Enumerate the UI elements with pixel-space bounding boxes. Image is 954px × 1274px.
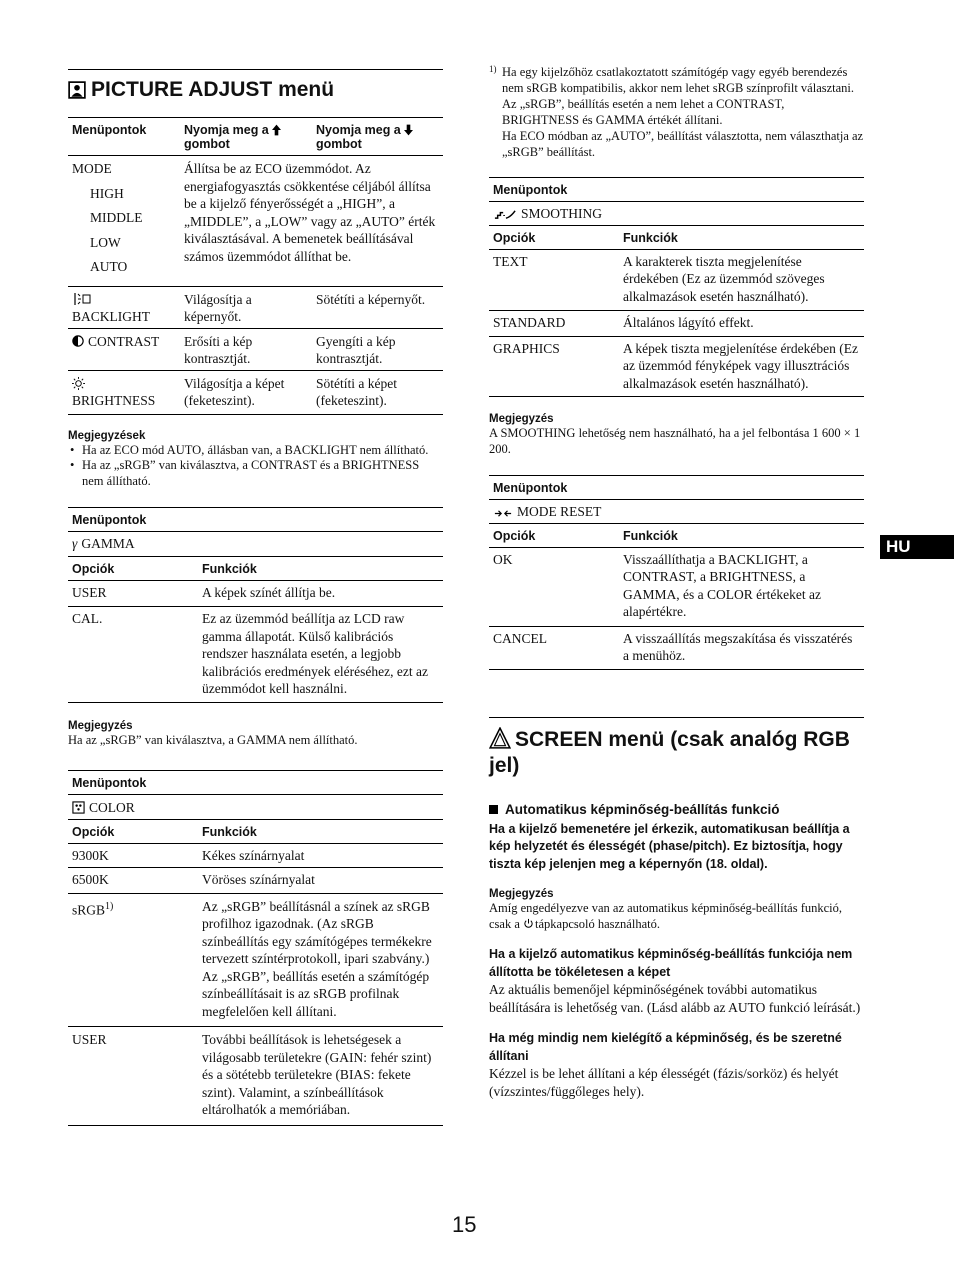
smoothing-table bbox=[489, 177, 864, 397]
table-row bbox=[68, 1027, 443, 1126]
smoothing-opt-text: TEXT bbox=[489, 249, 619, 311]
picture-adjust-title-text: PICTURE ADJUST menü bbox=[91, 78, 335, 101]
table-row bbox=[68, 893, 443, 1027]
gamma-icon: γ bbox=[72, 536, 78, 551]
footnote-line-1: Ha egy kijelzőhöz csatlakoztatott számítógép vagy egyéb berendezés nem sRGB kompatibilis, akkor nem lehet sRGB színprofilt választani. bbox=[502, 65, 855, 95]
col-header-down: Nyomja meg a gombot bbox=[312, 118, 443, 156]
smoothing-func-header: Funkciók bbox=[619, 225, 864, 249]
gamma-opt-user: USER bbox=[68, 580, 198, 607]
table-row bbox=[489, 547, 864, 626]
smoothing-item: SMOOTHING bbox=[521, 206, 602, 221]
reset-func-header: Funkciók bbox=[619, 523, 864, 547]
footnote bbox=[489, 64, 864, 160]
color-opt-srgb: sRGB bbox=[72, 902, 106, 917]
square-bullet-icon bbox=[489, 805, 498, 814]
smoothing-opt-header: Opciók bbox=[489, 225, 619, 249]
table-row bbox=[489, 311, 864, 337]
section-rule bbox=[68, 69, 443, 70]
gamma-item: GAMMA bbox=[81, 536, 135, 551]
reset-opt-header: Opciók bbox=[489, 523, 619, 547]
smoothing-note-heading: Megjegyzés bbox=[489, 413, 554, 425]
table-row-brightness bbox=[68, 370, 443, 414]
p2-text: Kézzel is be lehet állítani a kép élességét (fázis/sorköz) és helyét (vízszintes/függőleges hely). bbox=[489, 1066, 839, 1099]
smoothing-func-standard: Általános lágyító effekt. bbox=[619, 311, 864, 337]
reset-opt-ok: OK bbox=[489, 547, 619, 626]
page-number: 15 bbox=[452, 1212, 477, 1237]
screen-title bbox=[489, 727, 864, 779]
gamma-func-cal: Ez az üzemmód beállítja az LCD raw gamma állapotát. Külső kalibrációs rendszer használata esetén, a legjobb kalibrációs eredmények eléréséhez, ezt az üzemmódot kell használni. bbox=[198, 607, 443, 703]
mode-item-high: HIGH bbox=[90, 185, 124, 201]
color-func-9300: Kékes színárnyalat bbox=[198, 843, 443, 868]
picture-adjust-icon bbox=[68, 81, 86, 99]
table-row bbox=[68, 843, 443, 868]
brightness-up: Világosítja a képet (feketeszint). bbox=[180, 370, 312, 414]
p1-heading: Ha a kijelző automatikus képminőség-beállítás funkciója nem állította be tökéletesen a képet bbox=[489, 947, 853, 979]
backlight-icon bbox=[72, 292, 92, 306]
gamma-opt-cal: CAL. bbox=[68, 607, 198, 703]
backlight-down: Sötétíti a képernyőt. bbox=[312, 286, 443, 328]
contrast-down: Gyengíti a kép kontrasztját. bbox=[312, 328, 443, 370]
gamma-table bbox=[68, 507, 443, 703]
note-item-1: • Ha az ECO mód AUTO, állásban van, a BACKLIGHT nem állítható. bbox=[68, 443, 443, 459]
brightness-down: Sötétíti a képet (feketeszint). bbox=[312, 370, 443, 414]
picture-adjust-title bbox=[68, 77, 443, 103]
color-func-srgb: Az „sRGB” beállításnál a színek az sRGB profilhoz igazodnak. (Az sRGB színbeállítás egy számítógépes termékekre tervezett színtérprotokoll, ipari szabvány.) Az „sRGB”, beállítás esetén a számítógép színbeállításait is az sRGB profilnak megfelelően kell állítani. bbox=[198, 893, 443, 1027]
notes-heading: Megjegyzések bbox=[68, 429, 146, 442]
color-opt-9300: 9300K bbox=[68, 843, 198, 868]
arrow-up-icon bbox=[272, 124, 281, 136]
gamma-func-user: A képek színét állítja be. bbox=[198, 580, 443, 607]
reset-func-cancel: A visszaállítás megszakítása és visszatérés a menühöz. bbox=[619, 626, 864, 669]
reset-item: MODE RESET bbox=[517, 504, 602, 519]
color-menu-header: Menüpontok bbox=[72, 776, 147, 790]
reset-opt-cancel: CANCEL bbox=[489, 626, 619, 669]
smoothing-opt-standard: STANDARD bbox=[489, 311, 619, 337]
table-row bbox=[68, 580, 443, 607]
color-item: COLOR bbox=[89, 800, 135, 815]
smoothing-note-text: A SMOOTHING lehetőség nem használható, ha a jel felbontása 1 600 × 1 200. bbox=[489, 426, 861, 456]
gamma-func-header: Funkciók bbox=[198, 556, 443, 580]
contrast-label: CONTRAST bbox=[88, 333, 160, 349]
reset-table bbox=[489, 475, 864, 670]
picture-adjust-table bbox=[68, 117, 443, 415]
p2-heading: Ha még mindig nem kielégítő a képminőség, és be szeretné állítani bbox=[489, 1031, 842, 1063]
contrast-icon bbox=[72, 335, 84, 347]
p1-text: Az aktuális bemenőjel képminőségének további automatikus beállítására is lehetőség van. (Lásd alább az AUTO funkció leírását.) bbox=[489, 982, 861, 1015]
screen-note-text: Amíg engedélyezve van az automatikus képminőség-beállítás funkció, csak a tápkapcsoló használható. bbox=[489, 901, 843, 931]
mode-label: MODE bbox=[72, 161, 112, 176]
mode-description: Állítsa be az ECO üzemmódot. Az energiafogyasztás csökkentése céljából állítsa be a kijelző fényerősségét a „HIGH”, a „MIDDLE”, a „LOW” vagy az „AUTO” érték kiválasztásával. A bemenetek beállításával számos üzemmódot állíthat be. bbox=[180, 156, 443, 287]
arrow-down-icon bbox=[404, 124, 413, 136]
color-opt-6500: 6500K bbox=[68, 868, 198, 894]
left-column bbox=[68, 69, 443, 1126]
reset-icon bbox=[493, 509, 513, 518]
col-header-menu: Menüpontok bbox=[72, 123, 147, 137]
color-func-header: Funkciók bbox=[198, 819, 443, 843]
language-tab: HU bbox=[880, 535, 954, 559]
col-header-up: Nyomja meg a gombot bbox=[180, 118, 312, 156]
brightness-label: BRIGHTNESS bbox=[72, 393, 156, 408]
table-header-row bbox=[68, 118, 443, 156]
power-icon bbox=[523, 918, 534, 929]
table-row bbox=[489, 249, 864, 311]
color-icon bbox=[72, 801, 85, 814]
mode-item-middle: MIDDLE bbox=[90, 210, 143, 225]
color-table bbox=[68, 770, 443, 1126]
table-row bbox=[489, 626, 864, 669]
reset-func-ok: Visszaállíthatja a BACKLIGHT, a CONTRAST, a BRIGHTNESS, a GAMMA, és a COLOR értékeket az alapértékre. bbox=[619, 547, 864, 626]
srgb-footnote-mark: 1) bbox=[105, 900, 114, 912]
smoothing-opt-graphics: GRAPHICS bbox=[489, 336, 619, 397]
table-row-backlight bbox=[68, 286, 443, 328]
smoothing-func-graphics: A képek tiszta megjelenítése érdekében (Ez az üzemmód fényképek vagy illusztrációs alkalmazások esetén használható). bbox=[619, 336, 864, 397]
table-row bbox=[68, 607, 443, 703]
color-opt-header: Opciók bbox=[68, 819, 198, 843]
backlight-label: BACKLIGHT bbox=[72, 309, 150, 324]
color-opt-user: USER bbox=[68, 1027, 198, 1126]
footnote-line-2: Az „sRGB”, beállítás esetén a nem lehet a CONTRAST, BRIGHTNESS és GAMMA értékét állítani. bbox=[502, 97, 785, 127]
gamma-opt-header: Opciók bbox=[68, 556, 198, 580]
auto-adjust-subheading: Automatikus képminőség-beállítás funkció bbox=[489, 801, 864, 818]
smoothing-menu-header: Menüpontok bbox=[493, 183, 568, 197]
table-row-contrast bbox=[68, 328, 443, 370]
gamma-note-heading: Megjegyzés bbox=[68, 719, 133, 732]
footnote-line-3: Ha ECO módban az „AUTO”, beállítást választotta, nem választhatja az „sRGB” beállítást. bbox=[502, 129, 864, 159]
color-func-6500: Vöröses színárnyalat bbox=[198, 868, 443, 894]
smoothing-icon bbox=[493, 209, 517, 220]
note-item-2: • Ha az „sRGB” van kiválasztva, a CONTRAST és a BRIGHTNESS nem állítható. bbox=[68, 458, 443, 489]
right-column bbox=[489, 64, 864, 1100]
footnote-mark: 1) bbox=[489, 64, 497, 74]
color-func-user: További beállítások is lehetségesek a világosabb területekre (GAIN: fehér szint) és a sötétebb területekre (BIAS: fekete szint). Valamint, a színbeállítások eltárolhatók a memóriában. bbox=[198, 1027, 443, 1126]
contrast-up: Erősíti a kép kontrasztját. bbox=[180, 328, 312, 370]
mode-item-auto: AUTO bbox=[90, 259, 128, 274]
table-row bbox=[489, 336, 864, 397]
gamma-note-text: Ha az „sRGB” van kiválasztva, a GAMMA nem állítható. bbox=[68, 732, 358, 747]
section-rule bbox=[489, 717, 864, 718]
table-row-mode bbox=[68, 156, 443, 287]
gamma-menu-header: Menüpontok bbox=[72, 513, 147, 527]
screen-title-text: SCREEN menü (csak analóg RGB jel) bbox=[489, 727, 850, 777]
backlight-up: Világosítja a képernyőt. bbox=[180, 286, 312, 328]
brightness-icon bbox=[72, 377, 85, 390]
mode-item-low: LOW bbox=[90, 234, 121, 250]
smoothing-func-text: A karakterek tiszta megjelenítése érdekében (Ez az üzemmód szöveges alkalmazások esetén használható). bbox=[619, 249, 864, 311]
reset-menu-header: Menüpontok bbox=[493, 481, 568, 495]
screen-note-heading: Megjegyzés bbox=[489, 888, 554, 900]
table-row bbox=[68, 868, 443, 894]
auto-adjust-intro: Ha a kijelző bemenetére jel érkezik, automatikusan beállítja a kép helyzetét és élességét (phase/pitch). Ez biztosítja, hogy tiszta kép jelenjen meg a képernyőn (18. oldal). bbox=[489, 821, 850, 871]
screen-icon bbox=[489, 727, 511, 749]
